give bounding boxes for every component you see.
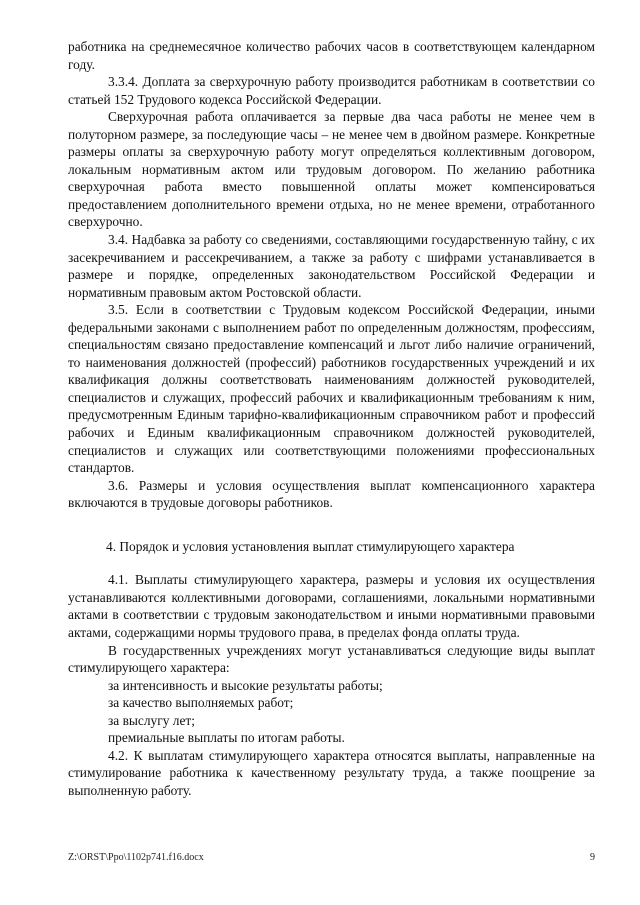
paragraph-3-3-4: 3.3.4. Доплата за сверхурочную работу производится работникам в соответствии со статьей 152 Трудового кодекса Российской Федерации. [68,74,595,107]
document-body [68,38,595,799]
section-heading: 4. Порядок и условия установления выплат стимулирующего характера [106,538,515,554]
paragraph-3-5: 3.5. Если в соответствии с Трудовым кодексом Российской Федерации, иными федеральными законами с выполнением работ по определенным должностям, профессиям, специальностям связано предоставление компенсаций и льгот либо наличие ограничений, то наименования должностей (профессий) работников государственных учреждений и их квалификация должны соответствовать наименованиям должностей руководителей, специалистов и служащих, профессий рабочих и квалификационным требованиям к ним, предусмотренным Единым тарифно-квалификационным справочником работ и профессий рабочих и Единым квалификационным справочником должностей руководителей, специалистов и служащих или соответствующими положениями профессиональных стандартов. [68,302,595,476]
paragraph-4-1: 4.1. Выплаты стимулирующего характера, размеры и условия их осуществления устанавливаются коллективными договорами, соглашениями, локальными нормативными актами в соответствии с трудовым законодательством и иными нормативными правовыми актами, содержащими нормы трудового права, в пределах фонда оплаты труда. [68,572,595,640]
list-item: премиальные выплаты по итогам работы. [108,730,345,746]
list-item: за выслугу лет; [108,712,195,728]
paragraph-overtime-rates: Сверхурочная работа оплачивается за первые два часа работы не менее чем в полуторном размере, за последующие часы – не менее чем в двойном размере. Конкретные размеры оплаты за сверхурочную работу могут определяться коллективным договором, локальным нормативным актом или трудовым договором. По желанию работника сверхурочная работа вместо повышенной оплаты может компенсироваться предоставлением дополнительного времени отдыха, но не менее времени, отработанного сверхурочно. [68,109,595,230]
list-item: за качество выполняемых работ; [108,695,294,711]
paragraph-payment-types: В государственных учреждениях могут устанавливаться следующие виды выплат стимулирующего характера: [68,642,595,676]
page-number: 9 [590,852,595,863]
paragraph-4-2: 4.2. К выплатам стимулирующего характера относятся выплаты, направленные на стимулирование работника к качественному результату труда, а также поощрение за выполненную работу. [68,747,595,798]
paragraph-3-6: 3.6. Размеры и условия осуществления выплат компенсационного характера включаются в трудовые договоры работников. [68,477,595,511]
file-path: Z:\ORST\Ppo\1102p741.f16.docx [68,852,204,863]
paragraph-continuation: работника на среднемесячное количество рабочих часов в соответствующем календарном году. [68,39,595,72]
paragraph-3-4: 3.4. Надбавка за работу со сведениями, составляющими государственную тайну, с их засекречиванием и рассекречиванием, а также за работу с шифрами устанавливается в размере и порядке, определенных законодательством Российской Федерации и нормативным правовым актом Ростовской области. [68,232,595,300]
list-item: за интенсивность и высокие результаты работы; [108,677,383,693]
